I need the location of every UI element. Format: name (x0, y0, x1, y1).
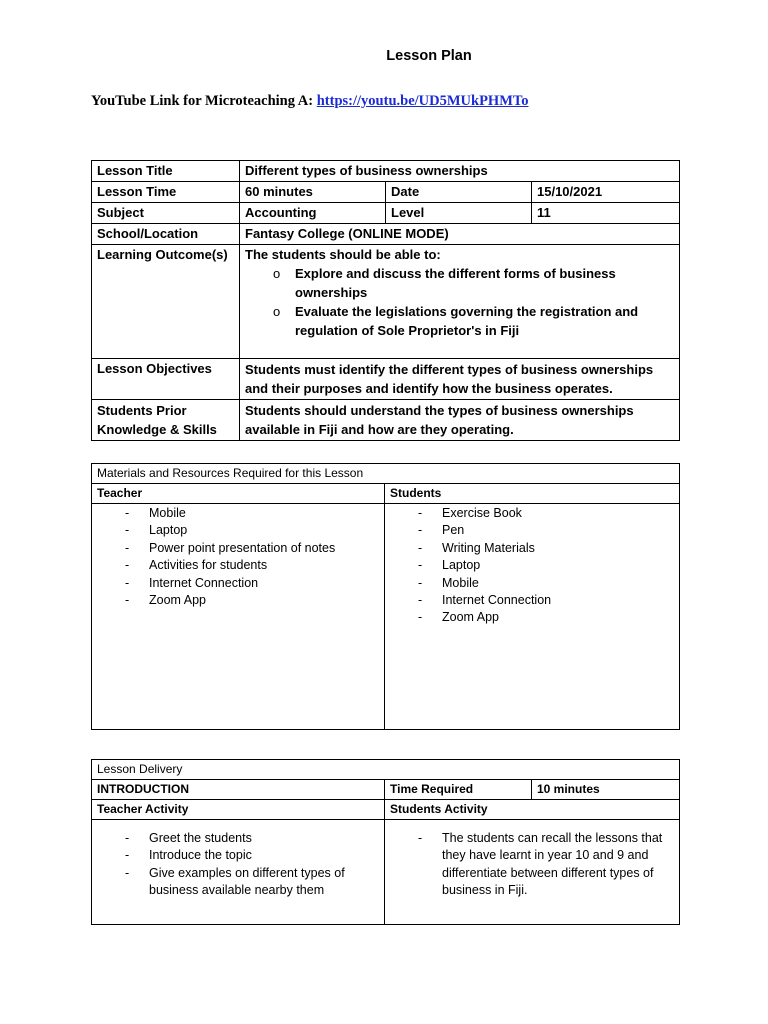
time-required-label: Time Required (385, 780, 532, 800)
list-item: - The students can recall the lessons that they have learnt in year 10 and 9 and differentiate between different types of business in Fiji. (418, 830, 674, 900)
list-item: - Internet Connection (125, 575, 379, 592)
list-item: - Zoom App (125, 592, 379, 609)
lesson-delivery-table (91, 759, 680, 925)
outcomes-cell (240, 245, 680, 359)
table-row (92, 464, 680, 484)
table-row (92, 203, 680, 224)
list-item: - Give examples on different types of business available nearby them (125, 865, 379, 900)
outcomes-label: Learning Outcome(s) (92, 245, 240, 359)
teacher-activity-cell (92, 820, 385, 925)
lesson-title-label: Lesson Title (92, 161, 240, 182)
outcomes-intro: The students should be able to: (245, 247, 441, 262)
teacher-materials-list (97, 505, 379, 609)
students-activity-list (390, 830, 674, 900)
materials-teacher-label: Teacher (92, 484, 385, 504)
list-item: - Zoom App (418, 609, 674, 626)
list-item: - Mobile (418, 575, 674, 592)
date-value: 15/10/2021 (532, 182, 680, 203)
school-value: Fantasy College (ONLINE MODE) (240, 224, 680, 245)
subject-value: Accounting (240, 203, 386, 224)
student-materials-cell (385, 504, 680, 730)
list-item: - Greet the students (125, 830, 379, 847)
table-row (92, 760, 680, 780)
outcomes-list (245, 264, 674, 340)
youtube-link[interactable]: https://youtu.be/UD5MUkPHMTo (316, 93, 529, 109)
list-item: - Laptop (125, 522, 379, 539)
materials-header: Materials and Resources Required for this Lesson (92, 464, 680, 484)
objectives-label: Lesson Objectives (92, 359, 240, 400)
objectives-value: Students must identify the different types of business ownerships and their purposes and identify how the business operates. (240, 359, 680, 400)
page-title: Lesson Plan (386, 48, 472, 64)
list-item: - Laptop (418, 557, 674, 574)
prior-knowledge-label: Students Prior Knowledge & Skills (92, 400, 240, 441)
table-row (92, 780, 680, 800)
table-row (92, 800, 680, 820)
teacher-activity-label: Teacher Activity (92, 800, 385, 820)
lesson-details-table (91, 160, 680, 441)
materials-table (91, 463, 680, 730)
table-row (92, 224, 680, 245)
materials-students-label: Students (385, 484, 680, 504)
level-label: Level (386, 203, 532, 224)
list-item: - Power point presentation of notes (125, 540, 379, 557)
table-row (92, 161, 680, 182)
prior-knowledge-value: Students should understand the types of business ownerships available in Fiji and how are they operating. (240, 400, 680, 441)
date-label: Date (386, 182, 532, 203)
delivery-header: Lesson Delivery (92, 760, 680, 780)
list-item: - Introduce the topic (125, 847, 379, 864)
table-row (92, 182, 680, 203)
time-required-value: 10 minutes (532, 780, 680, 800)
lesson-time-label: Lesson Time (92, 182, 240, 203)
list-item: o Explore and discuss the different forms of business ownerships (273, 264, 674, 302)
table-row (92, 245, 680, 359)
students-activity-label: Students Activity (385, 800, 680, 820)
lesson-title-value: Different types of business ownerships (240, 161, 680, 182)
students-activity-cell (385, 820, 680, 925)
lesson-time-value: 60 minutes (240, 182, 386, 203)
list-item: - Pen (418, 522, 674, 539)
subject-label: Subject (92, 203, 240, 224)
list-item: - Exercise Book (418, 505, 674, 522)
teacher-materials-cell (92, 504, 385, 730)
teacher-activity-list (97, 830, 379, 900)
list-item: - Mobile (125, 505, 379, 522)
table-row (92, 359, 680, 400)
table-row (92, 484, 680, 504)
youtube-link-line (91, 93, 529, 110)
youtube-link-label: YouTube Link for Microteaching A: (91, 93, 317, 109)
level-value: 11 (532, 203, 680, 224)
table-row (92, 504, 680, 730)
table-row (92, 820, 680, 925)
list-item: - Activities for students (125, 557, 379, 574)
list-item: - Writing Materials (418, 540, 674, 557)
school-label: School/Location (92, 224, 240, 245)
student-materials-list (390, 505, 674, 627)
table-row (92, 400, 680, 441)
introduction-label: INTRODUCTION (92, 780, 385, 800)
list-item: - Internet Connection (418, 592, 674, 609)
list-item: o Evaluate the legislations governing the registration and regulation of Sole Proprietor's in Fiji (273, 302, 674, 340)
